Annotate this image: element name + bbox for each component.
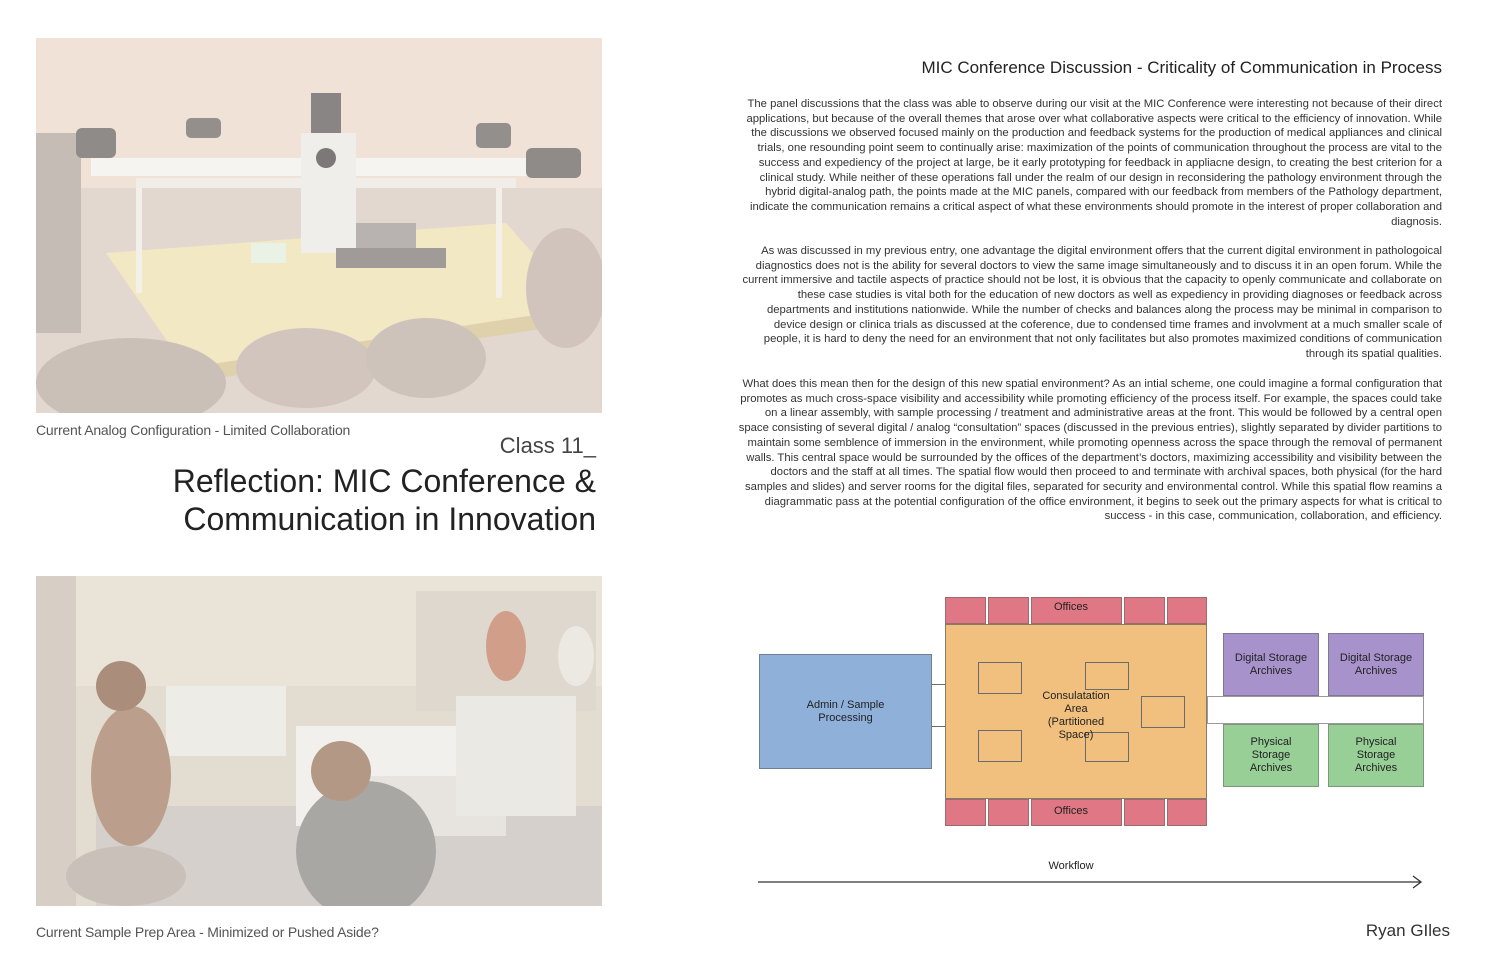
- paragraph-3: What does this mean then for the design of this new spatial environment? As an intial scheme, one could imagine a formal configuration that promotes as much cross-space visibility and accessibility while promoting efficiency of the process itself. For example, the spaces could take on a linear assembly, with sample processing / treatment and administrative areas at the front. This would be followed by a central open space consisting of several digital / analog “consultation” spaces (discussed in the previous entries), slightly separated by divider partitions to maintain some semblence of immersion in the environment, while promoting openness across the space through the removal of permanent walls. This central space would be surrounded by the offices of the department’s doctors, maximizing accessibility and visibility between the doctors and the staff at all times. The spatial flow would then proceed to and terminate with archival spaces, both physical (for the hard samples and slides) and server rooms for the digital files, separated for security and environmental control. While this spatial flow reamins a diagrammatic pass at the potential configuration of the office environment, it begins to seek out the primary aspects for what is critical to success - in this case, communication, collaboration, and efficiency.: [738, 378, 1442, 523]
- title-line-2: Communication in Innovation: [183, 501, 596, 537]
- microscope-lab-photo: [36, 38, 602, 413]
- offices-top-label: Offices: [1053, 601, 1089, 613]
- connector-line: [931, 684, 946, 685]
- partition-seat: [1085, 662, 1129, 690]
- offices-bottom-label: Offices: [1053, 805, 1089, 817]
- author-name: Ryan GIles: [1365, 921, 1450, 940]
- physical-storage-block: [1223, 724, 1319, 787]
- physical-storage-label: Physical Storage Archives: [1249, 736, 1293, 774]
- physical-storage-label: Physical Storage Archives: [1354, 736, 1398, 774]
- admin-label: Admin / Sample Processing: [806, 698, 885, 724]
- digital-storage-block: [1223, 633, 1319, 696]
- photo1-caption: Current Analog Configuration - Limited Collaboration: [36, 422, 351, 438]
- office-cell: [988, 597, 1029, 624]
- connector-line: [931, 726, 946, 727]
- office-cell: [1124, 799, 1165, 826]
- sample-prep-photo: [36, 576, 602, 906]
- digital-storage-label: Digital Storage Archives: [1339, 651, 1413, 677]
- office-cell: [945, 799, 986, 826]
- office-cell: [1167, 799, 1207, 826]
- partition-seat: [978, 662, 1022, 694]
- page-title: [120, 462, 596, 538]
- archive-corridor: [1207, 696, 1424, 724]
- partition-seat: [1141, 696, 1185, 728]
- paragraph-2: As was discussed in my previous entry, one advantage the digital environment offers that the current digital environment in pathologoical diagnostics does not is the ability for several doctors to view the same image simultaneously and to discuss it in an open forum. While the current immersive and tactile aspects of practice should not be lost, it is obvious that the capacity to openly communicate and collaborate on these case studies is vital both for the education of new doctors as well as expediency in providing diagnoses or feedback across departments and institutions nationwide. While the number of checks and balances along the process may be minimal in comparison to device design or clinica trials as discussed at the coference, due to condensed time frames and involvment at a much smaller scale of people, it is hard to deny the need for an environment that not only facilitates but also promotes maximized conditions of communication through its spatial qualities.: [742, 245, 1442, 360]
- section-heading: MIC Conference Discussion - Criticality of Communication in Process: [921, 58, 1442, 77]
- workflow-arrow: [758, 874, 1426, 890]
- workflow-label: Workflow: [1048, 860, 1094, 872]
- physical-storage-block: [1328, 724, 1424, 787]
- digital-storage-label: Digital Storage Archives: [1234, 651, 1308, 677]
- office-cell: [945, 597, 986, 624]
- office-cell: [1167, 597, 1207, 624]
- digital-storage-block: [1328, 633, 1424, 696]
- class-label: Class 11_: [499, 433, 596, 458]
- title-line-1: Reflection: MIC Conference &: [172, 463, 596, 499]
- admin-processing-block: [759, 654, 932, 769]
- office-cell: [1124, 597, 1165, 624]
- consultation-label: Consulatation Area (Partitioned Space): [1042, 690, 1110, 741]
- photo2-caption: Current Sample Prep Area - Minimized or Pushed Aside?: [36, 924, 379, 940]
- partition-seat: [978, 730, 1022, 762]
- paragraph-1: The panel discussions that the class was able to observe during our visit at the MIC Conference were interesting not because of their direct applications, but because of the overall themes that arose over what collaborative aspects were critical to the efficiency of innovation. While the discussions we observed focused mainly on the production and feedback systems for the production of medical appliances and clinical trials, one resounding point seem to continually arise: maximization of the points of communication throughout the process are vital to the success and expediency of the project at large, be it early prototyping for feedback in appliacne design, to creating the best criterion for a clinical study. While neither of these operations fall under the realm of our design in reconsidering the pathology environment through the hybrid digital-analog path, the points made at the MIC panels, compared with our feedback from members of the Pathology department, indicate the communication remains a critical aspect of what these environments should promote in the interest of proper collaboration and diagnosis.: [746, 98, 1442, 228]
- office-cell: [988, 799, 1029, 826]
